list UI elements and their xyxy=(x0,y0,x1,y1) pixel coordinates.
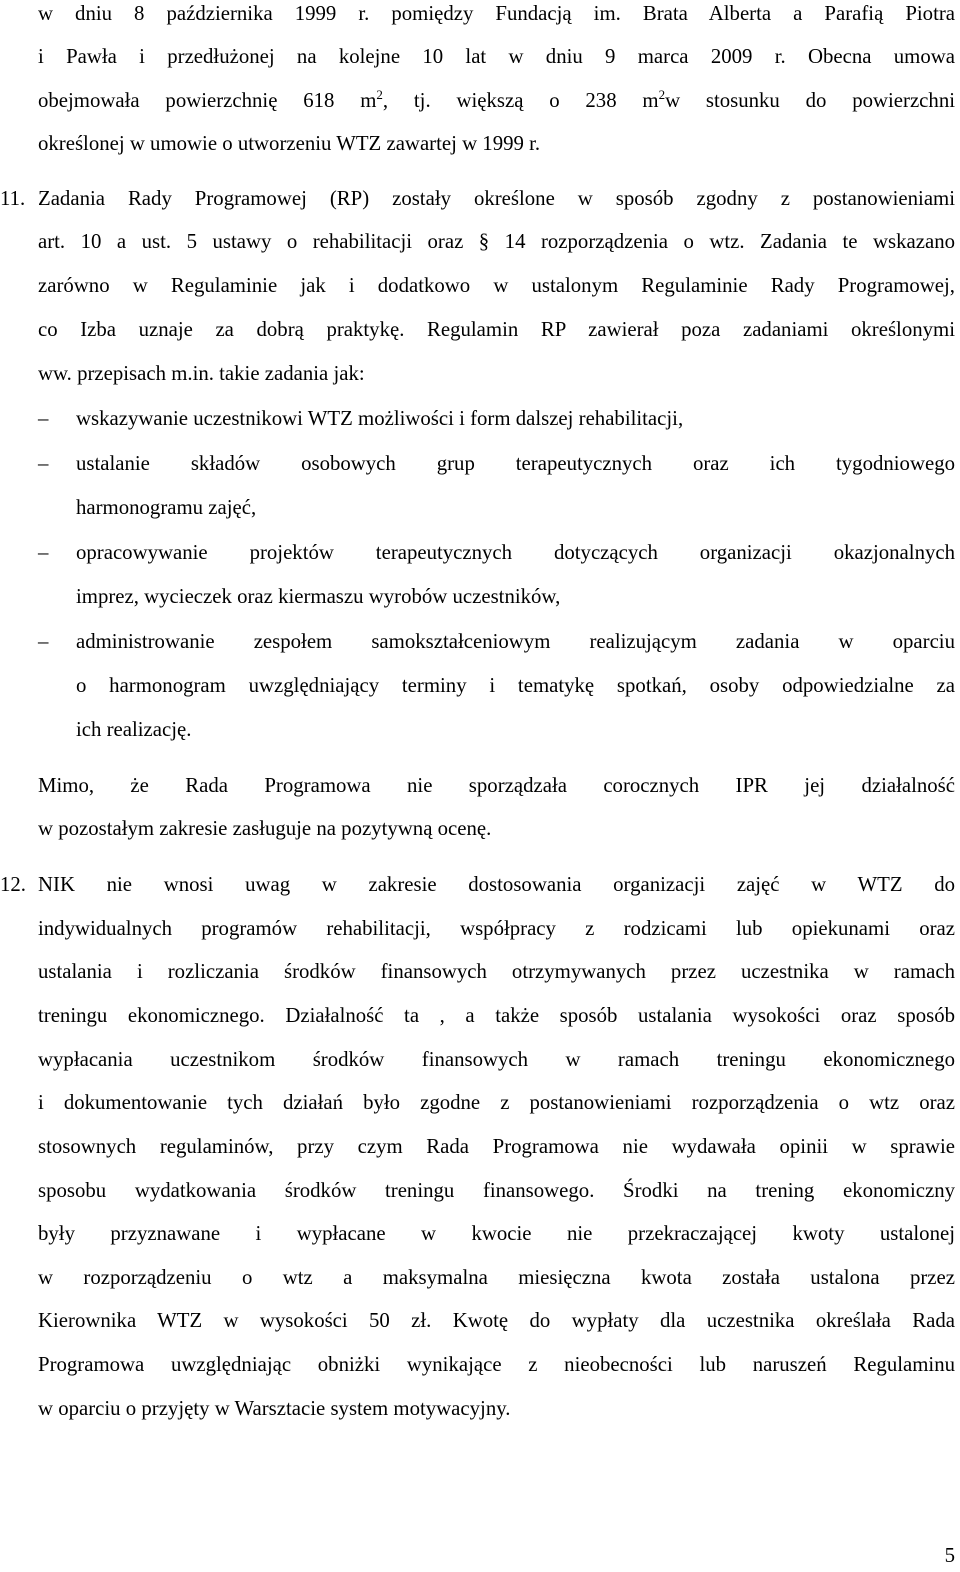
section11-line: ww. przepisach m.in. takie zadania jak: xyxy=(38,362,365,385)
dash-bullet: – xyxy=(38,452,49,475)
paragraph-line: w dniu 8 października 1999 r. pomiędzy Fundacją im. Brata Alberta a Parafią Piotra xyxy=(38,2,955,25)
bullet-line: opracowywanie projektów terapeutycznych dotyczących organizacji okazjonalnych xyxy=(76,541,955,564)
paragraph-line: i Pawła i przedłużonej na kolejne 10 lat w dniu 9 marca 2009 r. Obecna umowa xyxy=(38,45,955,68)
section12-line: Programowa uwzględniając obniżki wynikające z nieobecności lub naruszeń Regulaminu xyxy=(38,1353,955,1376)
section11-line: art. 10 a ust. 5 ustawy o rehabilitacji oraz § 14 rozporządzenia o wtz. Zadania te wskazano xyxy=(38,230,955,253)
section11-closing-line: Mimo, że Rada Programowa nie sporządzała corocznych IPR jej działalność xyxy=(38,774,955,797)
section12-line: wypłacania uczestnikom środków finansowych w ramach treningu ekonomicznego xyxy=(38,1048,955,1071)
bullet-line: wskazywanie uczestnikowi WTZ możliwości i form dalszej rehabilitacji, xyxy=(76,407,684,430)
section-number-11: 11. xyxy=(0,187,26,210)
section12-line: stosownych regulaminów, przy czym Rada Programowa nie wydawała opinii w sprawie xyxy=(38,1135,955,1158)
bullet-line: ich realizację. xyxy=(76,718,192,741)
section12-line: i dokumentowanie tych działań było zgodne z postanowieniami rozporządzenia o wtz oraz xyxy=(38,1091,955,1114)
dash-bullet: – xyxy=(38,541,49,564)
section12-line: Kierownika WTZ w wysokości 50 zł. Kwotę do wypłaty dla uczestnika określała Rada xyxy=(38,1309,955,1332)
paragraph-line: określonej w umowie o utworzeniu WTZ zawartej w 1999 r. xyxy=(38,132,541,155)
section12-line: w oparciu o przyjęty w Warsztacie system motywacyjny. xyxy=(38,1397,511,1420)
bullet-line: imprez, wycieczek oraz kiermaszu wyrobów uczestników, xyxy=(76,585,561,608)
section12-line: w rozporządzeniu o wtz a maksymalna miesięczna kwota została ustalona przez xyxy=(38,1266,955,1289)
bullet-line: ustalanie składów osobowych grup terapeutycznych oraz ich tygodniowego xyxy=(76,452,955,475)
section11-line: zarówno w Regulaminie jak i dodatkowo w ustalonym Regulaminie Rady Programowej, xyxy=(38,274,955,297)
section12-line: treningu ekonomicznego. Działalność ta , a także sposób ustalania wysokości oraz sposób xyxy=(38,1004,955,1027)
section12-line: NIK nie wnosi uwag w zakresie dostosowania organizacji zajęć w WTZ do xyxy=(38,873,955,896)
section11-line: Zadania Rady Programowej (RP) zostały określone w sposób zgodny z postanowieniami xyxy=(38,187,955,210)
section12-line: ustalania i rozliczania środków finansowych otrzymywanych przez uczestnika w ramach xyxy=(38,960,955,983)
dash-bullet: – xyxy=(38,407,49,430)
paragraph-line: obejmowała powierzchnię 618 $m^2$, tj. większą o 238 $m^2w$ stosunku do powierzchni xyxy=(38,87,955,112)
dash-bullet: – xyxy=(38,630,49,653)
section11-closing-line: w pozostałym zakresie zasługuje na pozytywną ocenę. xyxy=(38,817,492,840)
page-number: 5 xyxy=(944,1544,955,1567)
section12-line: indywidualnych programów rehabilitacji, współpracy z rodzicami lub opiekunami oraz xyxy=(38,917,955,940)
bullet-line: administrowanie zespołem samokształceniowym realizującym zadania w oparciu xyxy=(76,630,955,653)
section12-line: były przyznawane i wypłacane w kwocie nie przekraczającej kwoty ustalonej xyxy=(38,1222,955,1245)
bullet-line: harmonogramu zajęć, xyxy=(76,496,257,519)
section-number-12: 12. xyxy=(0,873,26,896)
section12-line: sposobu wydatkowania środków treningu finansowego. Środki na trening ekonomiczny xyxy=(38,1179,955,1202)
section11-line: co Izba uznaje za dobrą praktykę. Regulamin RP zawierał poza zadaniami określonymi xyxy=(38,318,955,341)
bullet-line: o harmonogram uwzględniający terminy i tematykę spotkań, osoby odpowiedzialne za xyxy=(76,674,955,697)
